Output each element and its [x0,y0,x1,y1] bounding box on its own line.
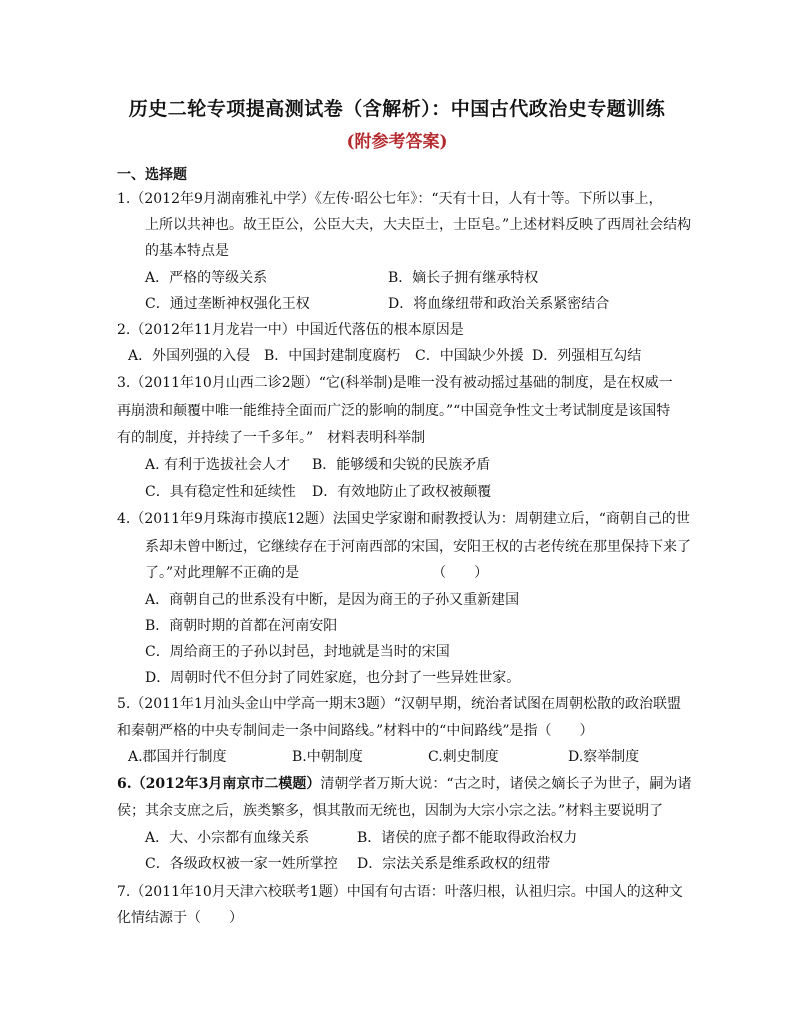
question-5-option-c: C.刺史制度 [428,749,499,765]
question-1-line-3: 的基本特点是 [145,243,229,259]
question-2-option-d: D．列强相互勾结 [532,348,642,364]
question-2-option-a: A．外国列强的入侵 [128,348,251,364]
question-7-line-2: 化情结源于（ ） [117,910,243,926]
question-6-stem: 清朝学者万斯大说：“古之时，诸侯之嫡长子为世子，嗣为诸 [320,776,692,792]
question-3-line-2: 再崩溃和颠覆中唯一能维持全面而广泛的影响的制度。”“中国竞争性文士考试制度是该国特 [117,403,671,419]
question-3-line-1: 3.（2011年10月山西二诊2题）“它(科举制)是唯一没有被动摇过基础的制度，是在权威一 [117,375,673,391]
question-2-option-b: B．中国封建制度腐朽 [264,348,401,364]
question-1-option-d: D．将血缘纽带和政治关系紧密结合 [388,296,610,312]
question-7-line-1: 7.（2011年10月天津六校联考1题）中国有句古语：叶落归根，认祖归宗。中国人的这种文 [117,884,683,900]
question-2-option-c: C．中国缺少外援 [415,348,524,364]
section-heading: 一、选择题 [117,167,187,183]
question-4-option-a: A．商朝自己的世系没有中断，是因为商王的子孙又重新建国 [145,592,520,608]
question-4-line-3: 了。”对此理解不正确的是 （ ） [145,565,489,581]
question-3-line-3: 有的制度，并持续了一千多年。” 材料表明科举制 [117,430,426,446]
question-3-option-a: A. 有利于选拔社会人才 [145,457,291,473]
question-3-option-c: C．具有稳定性和延续性 [145,484,296,500]
question-1-line-2: 上所以共神也。故王臣公，公臣大夫，大夫臣士，士臣皂。”上述材料反映了西周社会结构 [145,217,692,233]
question-5-line-2: 和秦朝严格的中央专制间走一条中间路线。”材料中的“中间路线”是指（ ） [117,723,594,739]
question-1-option-a: A．严格的等级关系 [145,270,268,286]
page-title: 历史二轮专项提高测试卷（含解析）：中国古代政治史专题训练 [128,98,666,120]
question-2-line-1: 2.（2012年11月龙岩一中）中国近代落伍的根本原因是 [117,322,464,338]
question-4-option-d: D．周朝时代不但分封了同姓家庭，也分封了一些异姓世家。 [145,670,521,686]
question-6-option-a: A．大、小宗都有血缘关系 [145,830,310,846]
question-5-option-a: A.郡国并行制度 [128,749,227,765]
question-3-option-d: D．有效地防止了政权被颠覆 [312,484,492,500]
question-6-option-d: D．宗法关系是维系政权的纽带 [357,856,551,872]
question-6-option-c: C．各级政权被一家一姓所掌控 [145,856,338,872]
question-1-line-1: 1.（2012年9月湖南雅礼中学）《左传·昭公七年》：“天有十日，人有十等。下所以事上， [117,191,663,207]
question-6-source: 6.（2012年3月南京市二模题） [117,776,321,792]
question-5-option-d: D.察举制度 [568,749,640,765]
question-4-line-1: 4.（2011年9月珠海市摸底12题）法国史学家谢和耐教授认为：周朝建立后，“商朝自己的世 [117,511,690,527]
question-3-option-b: B．能够缓和尖锐的民族矛盾 [312,457,491,473]
question-6-line-2: 侯；其余支庶之后，族类繁多，惧其散而无统也，因制为大宗小宗之法。”材料主要说明了 [117,803,664,819]
question-5-line-1: 5.（2011年1月汕头金山中学高一期末3题）“汉朝早期，统治者试图在周朝松散的政治联盟 [117,696,681,712]
question-5-option-b: B.中朝制度 [292,749,363,765]
question-4-option-c: C．周给商王的子孙以封邑，封地就是当时的宋国 [145,644,450,660]
question-6-option-b: B．诸侯的庶子都不能取得政治权力 [357,830,578,846]
question-4-option-b: B．商朝时期的首都在河南安阳 [145,618,338,634]
question-1-option-b: B．嫡长子拥有继承特权 [388,270,539,286]
page-subtitle: (附参考答案) [346,132,448,152]
question-1-option-c: C．通过垄断神权强化王权 [145,296,310,312]
question-6-line-1 [117,774,691,794]
question-4-line-2: 系却未曾中断过，它继续存在于河南西部的宋国，安阳王权的古老传统在那里保持下来了 [145,539,691,555]
